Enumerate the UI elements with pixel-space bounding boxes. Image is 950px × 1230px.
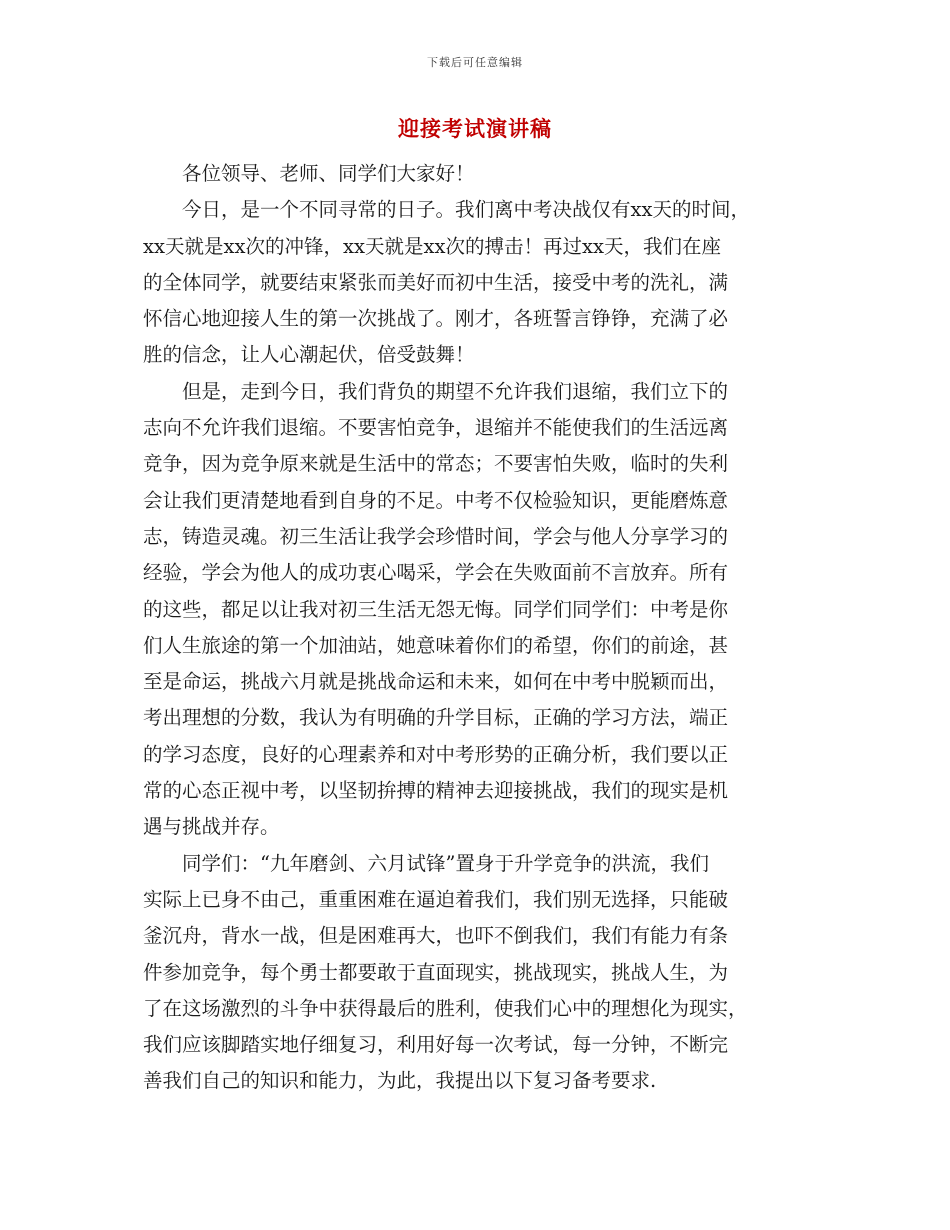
body-line: 我们应该脚踏实地仔细复习，利用好每一次考试，每一分钟，不断完 <box>143 1033 729 1057</box>
body-line: 至是命运，挑战六月就是挑战命运和未来，如何在中考中脱颖而出， <box>143 670 729 694</box>
body-line: 同学们：“九年磨剑、六月试锋”置身于升学竞争的洪流，我们 <box>143 851 709 875</box>
body-line: 各位领导、老师、同学们大家好！ <box>143 162 475 185</box>
body-line: 常的心态正视中考，以坚韧拚搏的精神去迎接挑战，我们的现实是机 <box>143 779 729 803</box>
body-line: xx天就是xx次的冲锋，xx天就是xx次的搏击！再过xx天，我们在座 <box>143 234 721 258</box>
body-line: 怀信心地迎接人生的第一次挑战了。刚才，各班誓言铮铮，充满了必 <box>143 307 729 331</box>
document-body <box>143 156 808 1100</box>
body-line: 今日，是一个不同寻常的日子。我们离中考决战仅有xx天的时间， <box>143 198 750 222</box>
body-line: 志，铸造灵魂。初三生活让我学会珍惜时间，学会与他人分享学习的 <box>143 524 729 548</box>
body-line: 实际上已身不由己，重重困难在逼迫着我们，我们别无选择，只能破 <box>143 887 729 911</box>
body-line: 的全体同学，就要结束紧张而美好而初中生活，接受中考的洗礼，满 <box>143 270 729 294</box>
body-line: 的学习态度，良好的心理素养和对中考形势的正确分析，我们要以正 <box>143 742 729 766</box>
body-line: 志向不允许我们退缩。不要害怕竞争，退缩并不能使我们的生活远离 <box>143 416 729 440</box>
body-line: 胜的信念，让人心潮起伏，倍受鼓舞！ <box>143 343 475 367</box>
document-title: 迎接考试演讲稿 <box>398 116 552 141</box>
body-line: 经验，学会为他人的成功衷心喝采，学会在失败面前不言放弃。所有 <box>143 561 729 585</box>
body-line: 件参加竞争，每个勇士都要敢于直面现实，挑战现实，挑战人生，为 <box>143 960 729 984</box>
page-header-note: 下载后可任意编辑 <box>427 56 523 69</box>
body-line: 竞争，因为竞争原来就是生活中的常态；不要害怕失败，临时的失利 <box>143 452 729 476</box>
body-line: 了在这场激烈的斗争中获得最后的胜利，使我们心中的理想化为现实， <box>143 996 748 1020</box>
body-line: 善我们自己的知识和能力，为此，我提出以下复习备考要求. <box>143 1069 657 1093</box>
body-line: 们人生旅途的第一个加油站，她意味着你们的希望，你们的前途，甚 <box>143 633 729 657</box>
body-line: 考出理想的分数，我认为有明确的升学目标，正确的学习方法，端正 <box>143 706 729 730</box>
body-line: 但是，走到今日，我们背负的期望不允许我们退缩，我们立下的 <box>143 379 729 403</box>
body-line: 会让我们更清楚地看到自身的不足。中考不仅检验知识，更能磨炼意 <box>143 488 729 512</box>
body-line: 遇与挑战并存。 <box>143 815 280 839</box>
body-line: 的这些，都足以让我对初三生活无怨无悔。同学们同学们：中考是你 <box>143 597 729 621</box>
body-line: 釜沉舟，背水一战，但是困难再大，也吓不倒我们，我们有能力有条 <box>143 924 729 948</box>
